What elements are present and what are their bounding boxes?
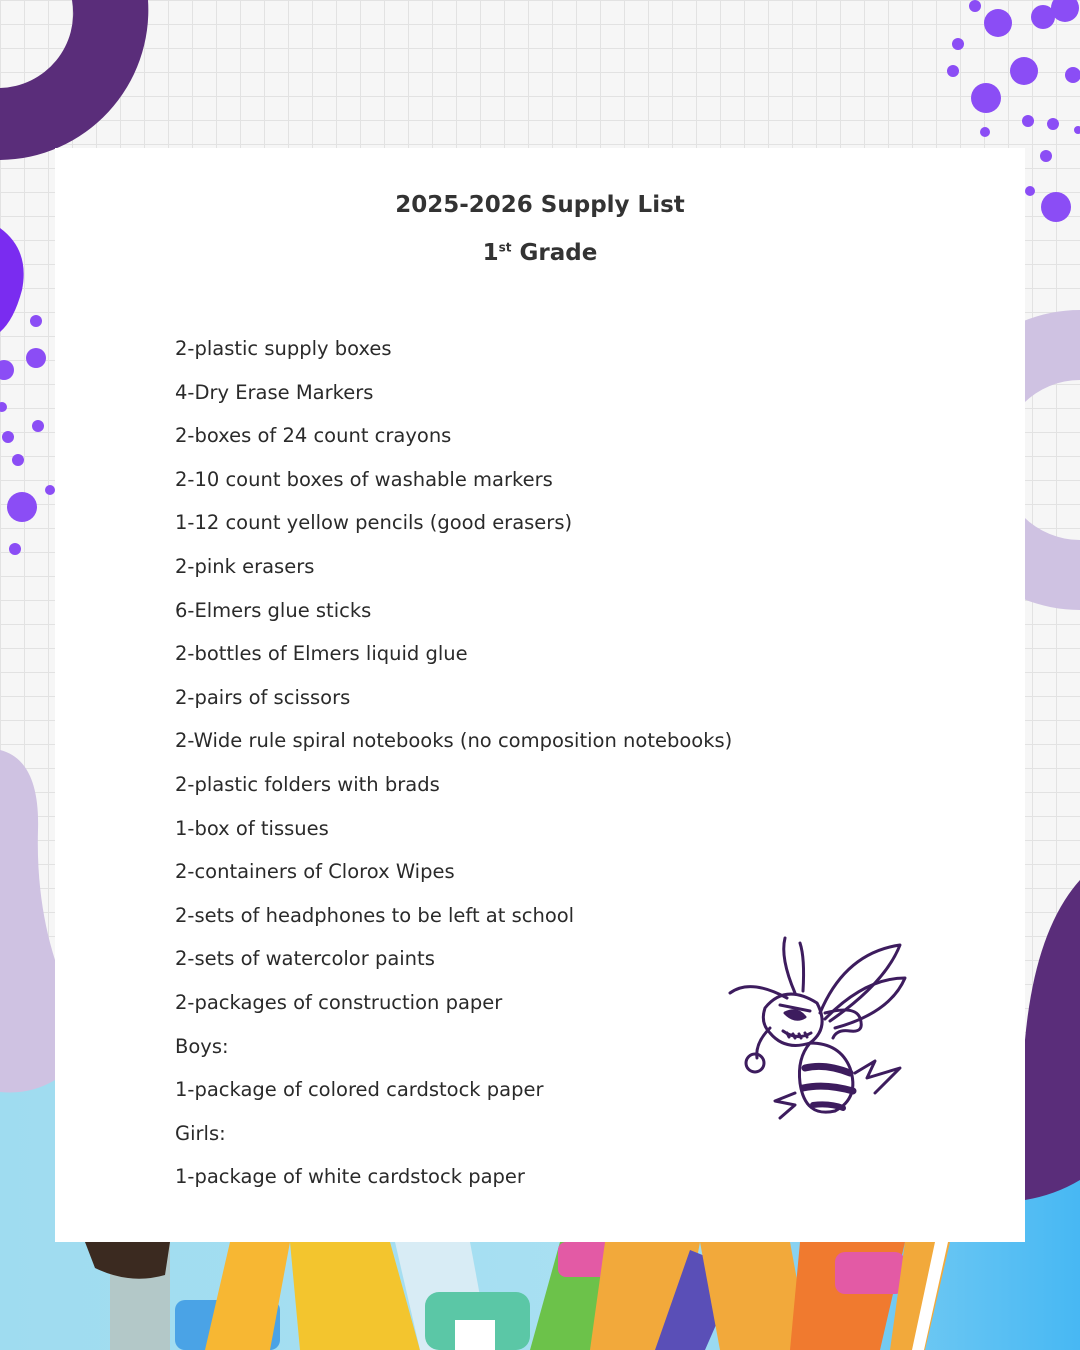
list-item: 2-10 count boxes of washable markers xyxy=(175,467,553,491)
list-item: 2-boxes of 24 count crayons xyxy=(175,424,452,448)
list-item: 1-12 count yellow pencils (good erasers) xyxy=(175,511,573,535)
list-item: 2-bottles of Elmers liquid glue xyxy=(175,642,468,666)
purple-arc-top-left xyxy=(0,0,148,160)
grade-number: 1 xyxy=(482,240,499,266)
dots-left xyxy=(0,315,55,555)
list-item: 2-packages of construction paper xyxy=(175,990,503,1014)
list-item: 2-pink erasers xyxy=(175,554,315,578)
list-item: 2-sets of watercolor paints xyxy=(175,947,435,971)
list-item: 1-package of colored cardstock paper xyxy=(175,1078,544,1102)
grade-suffix: st xyxy=(498,240,512,255)
list-item: 4-Dry Erase Markers xyxy=(175,380,374,404)
hornet-mascot-icon xyxy=(725,933,915,1123)
grade-word: Grade xyxy=(519,240,598,266)
list-item: 1-package of white cardstock paper xyxy=(175,1165,525,1189)
school-supplies-illustration xyxy=(85,1242,950,1350)
list-item: 6-Elmers glue sticks xyxy=(175,598,372,622)
document-title: 2025-2026 Supply List xyxy=(395,192,685,218)
lavender-blob-left xyxy=(0,750,55,1093)
supply-list xyxy=(175,336,732,1208)
list-item: 2-containers of Clorox Wipes xyxy=(175,860,455,884)
list-item: Girls: xyxy=(175,1121,226,1145)
supply-list-paper xyxy=(55,148,1025,1242)
list-item: 2-sets of headphones to be left at school xyxy=(175,903,575,927)
grade-heading xyxy=(55,240,1025,266)
list-item: 2-plastic folders with brads xyxy=(175,772,440,796)
list-item: 2-Wide rule spiral notebooks (no composition notebooks) xyxy=(175,729,733,753)
list-item: 2-pairs of scissors xyxy=(175,685,351,709)
list-item: Boys: xyxy=(175,1034,229,1058)
list-item: 1-box of tissues xyxy=(175,816,329,840)
list-item: 2-plastic supply boxes xyxy=(175,337,392,360)
purple-blob-left xyxy=(0,228,24,332)
purple-blob-right xyxy=(1025,880,1080,1200)
